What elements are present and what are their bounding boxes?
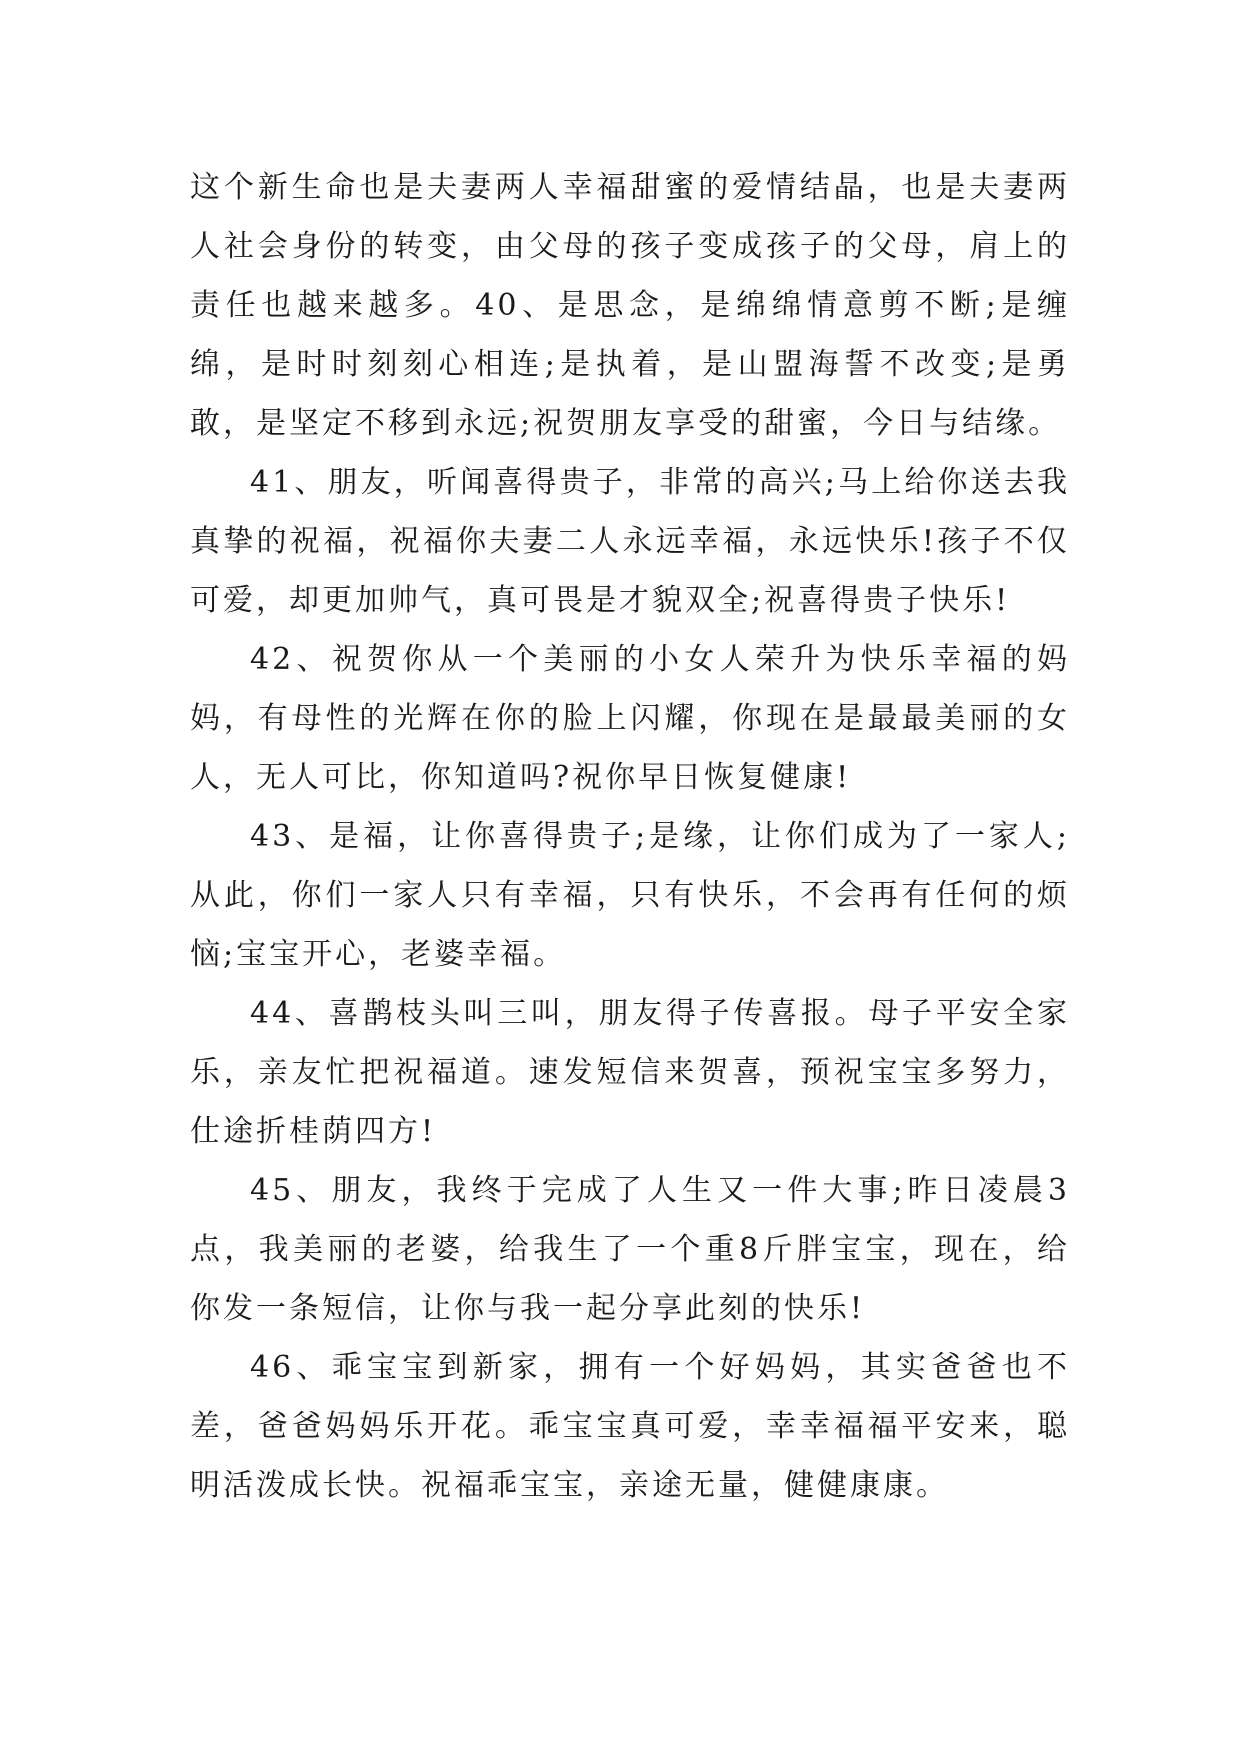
paragraph-46: 46、乖宝宝到新家，拥有一个好妈妈，其实爸爸也不差，爸爸妈妈乐开花。乖宝宝真可爱，幸幸福福平安来，聪明活泼成长快。祝福乖宝宝，亲途无量，健健康康。 (190, 1350, 1070, 1503)
document-body (190, 158, 1070, 1515)
paragraph-44: 44、喜鹊枝头叫三叫，朋友得子传喜报。母子平安全家乐，亲友忙把祝福道。速发短信来贺喜，预祝宝宝多努力，仕途折桂荫四方! (190, 996, 1070, 1149)
paragraph-continuation-40: 这个新生命也是夫妻两人幸福甜蜜的爱情结晶，也是夫妻两人社会身份的转变，由父母的孩子变成孩子的父母，肩上的责任也越来越多。40、是思念，是绵绵情意剪不断;是缠绵，是时时刻刻心相连;是执着，是山盟海誓不改变;是勇敢，是坚定不移到永远;祝贺朋友享受的甜蜜，今日与结缘。 (190, 170, 1070, 441)
paragraph-41: 41、朋友，听闻喜得贵子，非常的高兴;马上给你送去我真挚的祝福，祝福你夫妻二人永远幸福，永远快乐!孩子不仅可爱，却更加帅气，真可畏是才貌双全;祝喜得贵子快乐! (190, 465, 1070, 618)
paragraph-45: 45、朋友，我终于完成了人生又一件大事;昨日凌晨3点，我美丽的老婆，给我生了一个重8斤胖宝宝，现在，给你发一条短信，让你与我一起分享此刻的快乐! (190, 1173, 1070, 1326)
paragraph-42: 42、祝贺你从一个美丽的小女人荣升为快乐幸福的妈妈，有母性的光辉在你的脸上闪耀，你现在是最最美丽的女人，无人可比，你知道吗?祝你早日恢复健康! (190, 642, 1070, 795)
paragraph-43: 43、是福，让你喜得贵子;是缘，让你们成为了一家人;从此，你们一家人只有幸福，只有快乐，不会再有任何的烦恼;宝宝开心，老婆幸福。 (190, 819, 1070, 972)
